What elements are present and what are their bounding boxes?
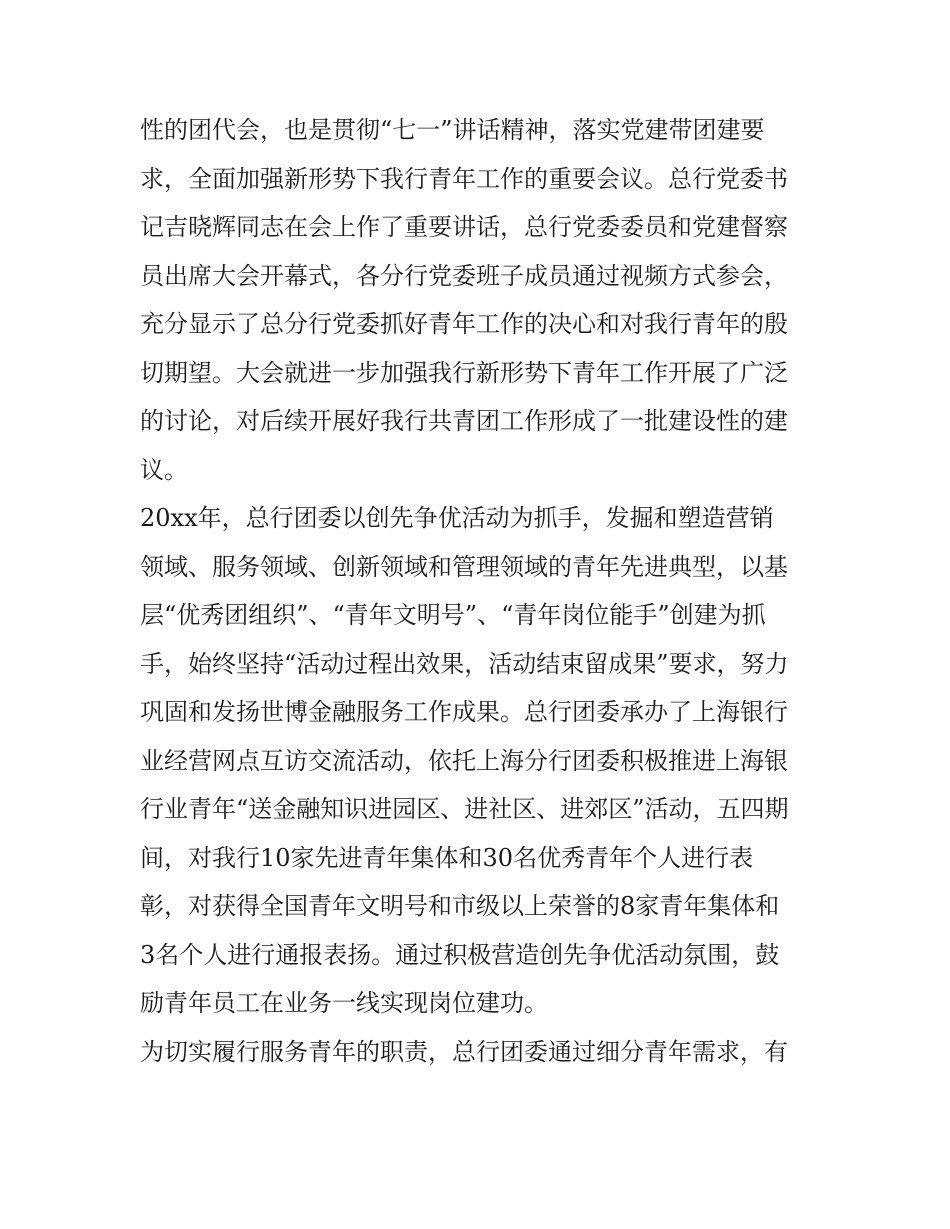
text-line: 员出席大会开幕式，各分行党委班子成员通过视频方式参会， [140,261,788,290]
text-line: 业经营网点互访交流活动，依托上海分行团委积极推进上海银 [140,746,788,775]
text-line: 彰，对获得全国青年文明号和市级以上荣誉的8家青年集体和 [140,892,780,920]
text-line: 切期望。大会就进一步加强我行新形势下青年工作开展了广泛 [140,358,788,387]
text-line: 的讨论，对后续开展好我行共青团工作形成了一批建设性的建 [140,407,788,435]
text-line: 为切实履行服务青年的职责，总行团委通过细分青年需求，有 [140,1037,788,1066]
text-line: 性的团代会，也是贯彻“七一”讲话精神，落实党建带团建要 [140,116,765,144]
text-line: 充分显示了总分行党委抓好青年工作的决心和对我行青年的殷 [140,310,788,338]
paragraph-1 [140,106,820,494]
text-line: 议。 [140,455,188,484]
text-line: 励青年员工在业务一线实现岗位建功。 [140,989,548,1017]
text-line: 3名个人进行通报表扬。通过积极营造创先争优活动氛围，鼓 [140,940,780,969]
paragraph-2 [140,494,820,1028]
text-line: 记吉晓辉同志在会上作了重要讲话，总行党委委员和党建督察 [140,213,788,241]
text-line: 间，对我行10家先进青年集体和30名优秀青年个人进行表 [140,843,754,872]
document-body [140,106,820,1076]
text-line: 20xx年，总行团委以创先争优活动为抓手，发掘和塑造营销 [140,504,774,532]
text-line: 求，全面加强新形势下我行青年工作的重要会议。总行党委书 [140,164,788,193]
paragraph-3 [140,1028,820,1077]
text-line: 领域、服务领域、创新领域和管理领域的青年先进典型，以基 [140,552,788,581]
text-line: 层“优秀团组织”、“青年文明号”、“青年岗位能手”创建为抓 [140,601,766,629]
text-line: 巩固和发扬世博金融服务工作成果。总行团委承办了上海银行 [140,698,788,726]
text-line: 手，始终坚持“活动过程出效果，活动结束留成果”要求，努力 [140,649,789,678]
text-line: 行业青年“送金融知识进园区、进社区、进郊区”活动，五四期 [140,795,789,823]
